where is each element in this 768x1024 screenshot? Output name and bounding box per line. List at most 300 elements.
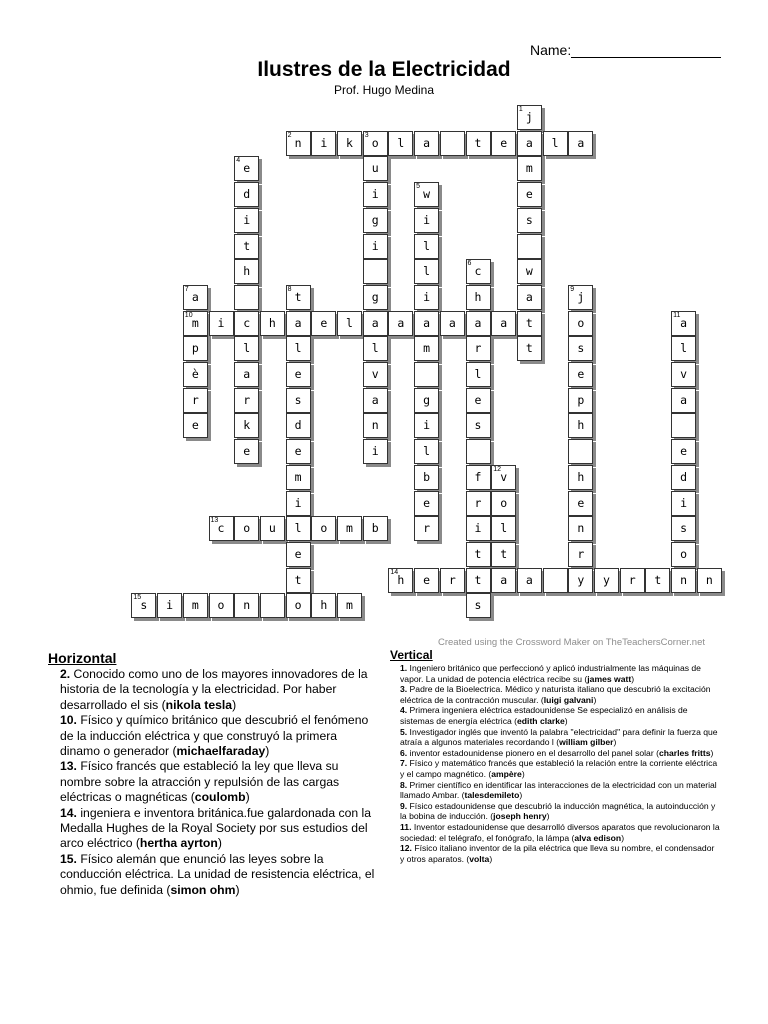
grid-cell[interactable] xyxy=(260,311,285,336)
grid-cell[interactable] xyxy=(234,413,259,438)
clue-text: Físico francés que estableció la ley que lleva su nombre sobre la atracción y repulsión de las cargas eléctricas o magnéticas ( xyxy=(60,759,340,805)
grid-cell[interactable] xyxy=(568,516,593,541)
grid-cell[interactable] xyxy=(363,208,388,233)
cell-letter: d xyxy=(680,469,688,484)
cell-letter: s xyxy=(140,598,148,613)
grid-cell[interactable] xyxy=(466,131,491,156)
grid-cell[interactable] xyxy=(568,568,593,593)
grid-cell[interactable] xyxy=(183,285,208,310)
grid-cell[interactable] xyxy=(466,413,491,438)
cell-letter: è xyxy=(191,367,199,381)
grid-cell[interactable] xyxy=(414,131,439,156)
cell-letter: b xyxy=(371,521,379,536)
cell-letter: t xyxy=(525,341,533,356)
grid-cell[interactable] xyxy=(286,439,311,464)
grid-cell[interactable] xyxy=(388,568,413,593)
grid-cell[interactable] xyxy=(363,439,388,464)
grid-cell[interactable] xyxy=(286,311,311,336)
cell-letter: e xyxy=(294,546,302,561)
clue-number: 3. xyxy=(400,684,408,695)
cell-letter: j xyxy=(525,110,533,124)
cell-letter: l xyxy=(294,341,302,356)
grid-cell[interactable] xyxy=(157,593,182,618)
grid-cell[interactable] xyxy=(517,156,542,181)
credit-line: Created using the Crossword Maker on TheTeachersCorner.net xyxy=(438,637,706,648)
grid-cell[interactable] xyxy=(414,234,439,259)
grid-cell[interactable] xyxy=(466,259,491,284)
horizontal-heading: Horizontal xyxy=(48,650,117,666)
grid-cell[interactable] xyxy=(466,336,491,361)
grid-cell[interactable] xyxy=(183,336,208,361)
cell-letter: h xyxy=(243,264,251,279)
grid-cell[interactable] xyxy=(183,413,208,438)
cell-letter: l xyxy=(423,264,431,279)
grid-cell[interactable] xyxy=(414,336,439,361)
clue-number: 5. xyxy=(400,726,408,737)
grid-cell[interactable] xyxy=(414,568,439,593)
clue-number: 5 xyxy=(416,183,420,191)
clue-number: 6. xyxy=(400,747,408,758)
grid-cell[interactable] xyxy=(568,285,593,310)
grid-cell[interactable] xyxy=(568,465,593,490)
cell-letter: o xyxy=(294,598,302,613)
grid-cell[interactable] xyxy=(671,439,696,464)
grid-cell[interactable] xyxy=(414,516,439,541)
grid-cell[interactable] xyxy=(209,311,234,336)
clue-item xyxy=(390,684,720,705)
clue-text: Padre de la Bioelectrica. Médico y naturista italiano que descubrió la excitación eléctrica de la contracción muscular. ( xyxy=(400,684,711,705)
cell-letter: v xyxy=(500,469,508,484)
grid-cell[interactable] xyxy=(234,336,259,361)
grid-cell[interactable] xyxy=(491,516,516,541)
grid-cell[interactable] xyxy=(671,362,696,387)
clue-end: ) xyxy=(593,694,597,705)
grid-cell[interactable] xyxy=(543,568,568,593)
grid-cell[interactable] xyxy=(286,516,311,541)
cell-letter: a xyxy=(397,315,405,330)
clue-number: 4. xyxy=(400,705,408,716)
cell-letter: i xyxy=(371,444,379,459)
grid-cell[interactable] xyxy=(183,593,208,618)
vertical-clues xyxy=(390,648,720,864)
grid-cell[interactable] xyxy=(234,285,259,310)
grid-cell[interactable] xyxy=(414,362,439,387)
clue-end: ) xyxy=(245,790,250,805)
grid-cell[interactable] xyxy=(363,259,388,284)
grid-cell[interactable] xyxy=(286,336,311,361)
clue-answer: simon ohm xyxy=(170,882,236,897)
grid-cell[interactable] xyxy=(543,131,568,156)
clue-answer: alva edison xyxy=(574,832,622,843)
grid-cell[interactable] xyxy=(234,156,259,181)
cell-letter: s xyxy=(294,392,302,407)
grid-cell[interactable] xyxy=(491,491,516,516)
grid-cell[interactable] xyxy=(183,388,208,413)
vertical-heading: Vertical xyxy=(390,648,433,662)
grid-cell[interactable] xyxy=(311,311,336,336)
grid-cell[interactable] xyxy=(388,311,413,336)
clue-number: 1. xyxy=(400,663,408,673)
grid-cell[interactable] xyxy=(671,413,696,438)
grid-cell[interactable] xyxy=(466,542,491,567)
grid-cell[interactable] xyxy=(414,465,439,490)
cell-letter: a xyxy=(500,315,508,330)
clue-end: ) xyxy=(521,768,525,779)
cell-letter: d xyxy=(294,418,302,433)
clue-text: Conocido como uno de los mayores innovadores de la historia de la tecnología y la electricidad. Por haber desarrollado el sis ( xyxy=(60,667,368,712)
grid-cell[interactable] xyxy=(491,542,516,567)
grid-cell[interactable] xyxy=(466,465,491,490)
grid-cell[interactable] xyxy=(260,516,285,541)
cell-letter: p xyxy=(191,341,199,356)
grid-cell[interactable] xyxy=(671,465,696,490)
cell-letter: e xyxy=(294,367,302,381)
grid-cell[interactable] xyxy=(363,362,388,387)
clue-number: 4 xyxy=(236,157,241,165)
grid-cell[interactable] xyxy=(363,311,388,336)
grid-cell[interactable] xyxy=(311,131,336,156)
grid-cell[interactable] xyxy=(234,388,259,413)
cell-letter: l xyxy=(243,341,251,356)
clue-number: 8. xyxy=(400,779,408,790)
clue-number: 3 xyxy=(364,131,369,139)
grid-cell[interactable] xyxy=(183,362,208,387)
clue-text: Físico estadounidense que descubrió la inducción magnética, la autoinducción y la bobina de inducción. ( xyxy=(400,800,716,822)
cell-letter: s xyxy=(525,212,533,227)
grid-cell[interactable] xyxy=(517,568,542,593)
cell-letter: t xyxy=(474,572,482,587)
grid-cell[interactable] xyxy=(131,593,156,618)
grid-cell[interactable] xyxy=(311,593,336,618)
cell-letter: t xyxy=(294,572,302,587)
grid-cell[interactable] xyxy=(414,491,439,516)
cell-letter: e xyxy=(243,161,251,176)
clue-number: 6 xyxy=(467,260,472,268)
clue-item xyxy=(390,843,720,864)
grid-cell[interactable] xyxy=(286,285,311,310)
cell-letter: a xyxy=(680,315,688,330)
cell-letter: m xyxy=(346,521,353,536)
cell-letter: p xyxy=(577,392,585,407)
clue-item xyxy=(48,852,380,898)
grid-cell[interactable] xyxy=(260,593,285,618)
cell-letter: t xyxy=(243,238,251,253)
name-label: Name: xyxy=(530,42,572,58)
cell-letter: o xyxy=(500,495,508,510)
grid-cell[interactable] xyxy=(568,336,593,361)
grid-cell[interactable] xyxy=(286,413,311,438)
clue-answer: luigi galvani xyxy=(543,694,594,705)
clue-answer: hertha ayrton xyxy=(139,836,218,851)
grid-cell[interactable] xyxy=(466,491,491,516)
clue-number: 13. xyxy=(60,759,77,774)
grid-cell[interactable] xyxy=(286,542,311,567)
grid-cell[interactable] xyxy=(491,465,516,490)
grid-cell[interactable] xyxy=(568,311,593,336)
cell-letter: e xyxy=(474,392,482,407)
grid-cell[interactable] xyxy=(671,491,696,516)
cell-letter: e xyxy=(294,444,302,459)
grid-cell[interactable] xyxy=(491,131,516,156)
grid-cell[interactable] xyxy=(517,208,542,233)
grid-cell[interactable] xyxy=(209,593,234,618)
cell-letter: m xyxy=(294,469,302,484)
clue-item xyxy=(390,780,720,801)
grid-cell[interactable] xyxy=(311,516,336,541)
grid-cell[interactable] xyxy=(466,568,491,593)
cell-letter: l xyxy=(397,135,405,150)
grid-cell[interactable] xyxy=(234,311,259,336)
grid-cell[interactable] xyxy=(517,259,542,284)
grid-cell[interactable] xyxy=(234,259,259,284)
cell-letter: e xyxy=(577,367,585,381)
grid-cell[interactable] xyxy=(414,311,439,336)
grid-cell[interactable] xyxy=(671,542,696,567)
cell-letter: a xyxy=(294,315,302,330)
cell-letter: y xyxy=(577,572,585,587)
grid-cell[interactable] xyxy=(286,465,311,490)
clue-item xyxy=(48,713,380,759)
cell-letter: b xyxy=(423,469,431,484)
grid-cell[interactable] xyxy=(286,131,311,156)
cell-letter: s xyxy=(680,521,688,536)
clue-number: 15 xyxy=(133,594,142,602)
clue-item xyxy=(390,748,720,759)
grid-cell[interactable] xyxy=(517,105,542,130)
cell-letter: o xyxy=(243,521,251,536)
grid-cell[interactable] xyxy=(363,285,388,310)
clue-end: ) xyxy=(710,747,714,758)
grid-cell[interactable] xyxy=(568,388,593,413)
cell-letter: o xyxy=(371,135,379,150)
grid-cell[interactable] xyxy=(645,568,670,593)
clue-number: 15. xyxy=(60,851,77,866)
grid-cell[interactable] xyxy=(363,413,388,438)
cell-letter: m xyxy=(191,598,199,613)
cell-letter: a xyxy=(680,392,688,407)
cell-letter: s xyxy=(474,418,482,433)
cell-letter: k xyxy=(243,418,251,433)
grid-cell[interactable] xyxy=(491,568,516,593)
cell-letter: a xyxy=(525,572,533,587)
grid-cell[interactable] xyxy=(234,516,259,541)
grid-cell[interactable] xyxy=(568,362,593,387)
grid-cell[interactable] xyxy=(568,542,593,567)
clue-end: ) xyxy=(265,744,270,759)
cell-letter: u xyxy=(268,521,276,536)
cell-letter: h xyxy=(397,572,405,587)
grid-cell[interactable] xyxy=(466,362,491,387)
grid-cell[interactable] xyxy=(337,131,362,156)
cell-letter: r xyxy=(474,495,482,510)
grid-cell[interactable] xyxy=(414,285,439,310)
cell-letter: h xyxy=(577,469,585,484)
grid-cell[interactable] xyxy=(594,568,619,593)
clue-number: 10 xyxy=(184,311,193,319)
cell-letter: a xyxy=(243,367,251,381)
grid-cell[interactable] xyxy=(363,336,388,361)
cell-letter: i xyxy=(320,135,328,150)
clue-text: Inventor estadounidense que desarrolló diversos aparatos que revolucionaron la sociedad: el telégrafo, el fonógrafo, la lámpa ( xyxy=(400,821,720,843)
cell-letter: s xyxy=(474,598,482,613)
grid-cell[interactable] xyxy=(363,182,388,207)
grid-cell[interactable] xyxy=(363,516,388,541)
cell-letter: e xyxy=(525,187,533,202)
clue-number: 7. xyxy=(400,758,408,769)
grid-cell[interactable] xyxy=(363,131,388,156)
clue-answer: nikola tesla xyxy=(165,697,233,712)
cell-letter: e xyxy=(243,444,251,459)
cell-letter: l xyxy=(423,238,431,253)
clue-text: Investigador inglés que inventó la palabra "electricidad" para definir la fuerza que atraía a algunos materiales recordando l ( xyxy=(400,726,718,748)
cell-letter: l xyxy=(294,521,302,536)
cell-letter: g xyxy=(371,212,379,227)
grid-cell[interactable] xyxy=(363,388,388,413)
grid-cell[interactable] xyxy=(414,259,439,284)
cell-letter: o xyxy=(320,521,328,536)
grid-cell[interactable] xyxy=(671,388,696,413)
cell-letter: d xyxy=(243,187,251,202)
cell-letter: i xyxy=(423,289,431,304)
clue-item xyxy=(390,822,720,843)
grid-cell[interactable] xyxy=(286,593,311,618)
grid-cell[interactable] xyxy=(286,568,311,593)
cell-letter: e xyxy=(500,135,508,150)
cell-letter: t xyxy=(500,546,508,561)
grid-cell[interactable] xyxy=(697,568,722,593)
grid-cell[interactable] xyxy=(466,388,491,413)
clue-number: 14. xyxy=(60,805,77,820)
cell-letter: l xyxy=(474,367,482,381)
cell-letter: m xyxy=(525,161,533,176)
clue-number: 14 xyxy=(390,568,399,576)
grid-cell[interactable] xyxy=(234,234,259,259)
horizontal-clue-list xyxy=(48,667,380,898)
grid-cell[interactable] xyxy=(234,362,259,387)
grid-cell[interactable] xyxy=(620,568,645,593)
cell-letter: i xyxy=(217,315,225,330)
cell-letter: e xyxy=(320,315,328,330)
cell-letter: l xyxy=(551,135,559,150)
clue-answer: william gilber xyxy=(559,737,614,748)
grid-cell[interactable] xyxy=(517,336,542,361)
grid-cell[interactable] xyxy=(517,182,542,207)
cell-letter: r xyxy=(628,572,636,587)
clue-end: ) xyxy=(613,737,617,748)
cell-letter: n xyxy=(294,135,302,150)
cell-letter: o xyxy=(577,315,585,330)
grid-cell[interactable] xyxy=(466,516,491,541)
grid-cell[interactable] xyxy=(234,182,259,207)
cell-letter: e xyxy=(423,495,431,510)
grid-cell[interactable] xyxy=(517,234,542,259)
cell-letter: a xyxy=(448,315,456,330)
clue-text: Físico alemán que enunció las leyes sobre la conducción eléctrica. La unidad de resistencia eléctrica, el ohmio, fue definida ( xyxy=(60,851,375,897)
cell-letter: l xyxy=(371,341,379,356)
cell-letter: l xyxy=(680,341,688,356)
grid-cell[interactable] xyxy=(414,208,439,233)
cell-letter: r xyxy=(577,546,585,561)
cell-letter: n xyxy=(577,521,585,536)
grid-cell[interactable] xyxy=(183,311,208,336)
grid-cell[interactable] xyxy=(414,413,439,438)
cell-letter: h xyxy=(474,289,482,304)
clue-text: Físico y matemático francés que estableció la relación entre la corriente eléctrica y el campo magnético. ( xyxy=(400,758,718,779)
grid-cell[interactable] xyxy=(671,568,696,593)
grid-cell[interactable] xyxy=(286,362,311,387)
grid-cell[interactable] xyxy=(337,593,362,618)
grid-cell[interactable] xyxy=(568,131,593,156)
grid-cell[interactable] xyxy=(234,439,259,464)
grid-cell[interactable] xyxy=(671,311,696,336)
cell-letter: r xyxy=(191,392,199,407)
cell-letter: c xyxy=(217,521,225,536)
grid-cell[interactable] xyxy=(414,182,439,207)
grid-cell[interactable] xyxy=(671,516,696,541)
grid-cell[interactable] xyxy=(337,516,362,541)
grid-cell[interactable] xyxy=(286,388,311,413)
cell-letter: s xyxy=(577,341,585,356)
grid-cell[interactable] xyxy=(568,413,593,438)
grid-cell[interactable] xyxy=(337,311,362,336)
grid-cell[interactable] xyxy=(234,208,259,233)
grid-cell[interactable] xyxy=(517,131,542,156)
cell-letter: i xyxy=(371,187,379,202)
cell-letter: a xyxy=(577,135,585,150)
grid-cell[interactable] xyxy=(466,593,491,618)
grid-cell[interactable] xyxy=(466,311,491,336)
grid-cell[interactable] xyxy=(440,131,465,156)
cell-letter: m xyxy=(191,315,199,330)
grid-cell[interactable] xyxy=(466,439,491,464)
grid-cell[interactable] xyxy=(491,311,516,336)
clue-text: Primera ingeniera eléctrica estadounidense Se especializó en análisis de sistemas de energía eléctrica ( xyxy=(400,705,688,726)
grid-cell[interactable] xyxy=(286,491,311,516)
grid-cell[interactable] xyxy=(388,131,413,156)
cell-letter: e xyxy=(191,418,199,433)
clue-number: 7 xyxy=(184,285,189,293)
cell-letter: a xyxy=(423,135,431,150)
grid-cell[interactable] xyxy=(414,388,439,413)
clue-item xyxy=(390,727,720,748)
grid-cell[interactable] xyxy=(517,285,542,310)
grid-cell[interactable] xyxy=(466,285,491,310)
clue-number: 9. xyxy=(400,800,408,811)
cell-letter: n xyxy=(680,572,688,587)
cell-letter: i xyxy=(680,495,688,510)
grid-cell[interactable] xyxy=(234,593,259,618)
clue-end: ) xyxy=(631,673,635,684)
cell-letter: r xyxy=(474,341,482,356)
grid-cell[interactable] xyxy=(363,156,388,181)
vertical-clue-list xyxy=(390,663,720,864)
cell-letter: e xyxy=(577,495,585,510)
grid-cell[interactable] xyxy=(414,439,439,464)
grid-cell[interactable] xyxy=(363,234,388,259)
grid-cell[interactable] xyxy=(671,336,696,361)
cell-letter: n xyxy=(371,418,379,433)
grid-cell[interactable] xyxy=(517,311,542,336)
grid-cell[interactable] xyxy=(440,311,465,336)
grid-cell[interactable] xyxy=(568,491,593,516)
clue-number: 11. xyxy=(400,821,412,832)
cell-letter: r xyxy=(243,392,251,407)
clue-answer: talesdemileto xyxy=(464,790,520,801)
grid-cell[interactable] xyxy=(440,568,465,593)
clue-text: Físico italiano inventor de la pila eléctrica que lleva su nombre, el condensador y otros aparatos. ( xyxy=(400,843,715,864)
grid-cell[interactable] xyxy=(568,439,593,464)
grid-cell[interactable] xyxy=(209,516,234,541)
